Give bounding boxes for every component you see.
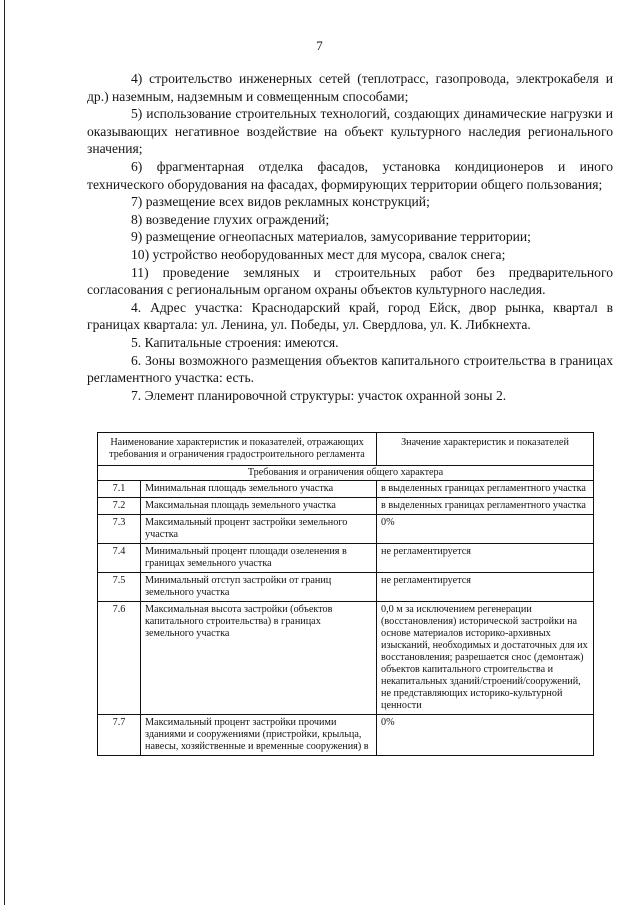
row-value: 0,0 м за исключением регенерации (восстановления) исторической застройки на основе материалов историко-архивных изысканий, необходимых и достаточных для их восстановления; разрешается снос (демонтаж) объектов капитального строительства и некапитальных зданий/строений/сооружений, не представляющих историко-культурной ценности — [377, 602, 594, 715]
row-number: 7.1 — [98, 481, 141, 498]
page-number: 7 — [316, 38, 323, 53]
row-value: 0% — [377, 515, 594, 544]
table-row — [98, 498, 594, 515]
header-values: Значение характеристик и показателей — [377, 433, 594, 466]
paragraph-address: 4. Адрес участка: Краснодарский край, город Ейск, двор рынка, квартал в границах квартала: ул. Ленина, ул. Победы, ул. Свердлова, ул. К. Либкнехта. — [87, 299, 613, 333]
row-name: Максимальный процент застройки прочими зданиями и сооружениями (пристройки, крыльца, навесы, хозяйственные и временные сооружения) в — [141, 715, 377, 756]
row-number: 7.2 — [98, 498, 141, 515]
row-value: в выделенных границах регламентного участка — [377, 481, 594, 498]
paragraph-item-10: 10) устройство необорудованных мест для мусора, свалок снега; — [131, 246, 506, 262]
table-header-row — [98, 433, 594, 466]
row-value: в выделенных границах регламентного участка — [377, 498, 594, 515]
paragraph-capital-buildings: 5. Капитальные строения: имеются. — [131, 334, 339, 350]
row-number: 7.7 — [98, 715, 141, 756]
table-row — [98, 573, 594, 602]
paragraph-item-4: 4) строительство инженерных сетей (теплотрасс, газопровода, электрокабеля и др.) наземным, надземным и совмещенным способами; — [87, 71, 613, 104]
table-section-row — [98, 466, 594, 481]
row-value: 0% — [377, 715, 594, 756]
row-number: 7.5 — [98, 573, 141, 602]
row-name: Максимальный процент застройки земельного участка — [141, 515, 377, 544]
paragraph-item-11: 11) проведение земляных и строительных работ без предварительного согласования с региональным органом охраны объектов культурного наследия. — [87, 264, 613, 298]
paragraph-zones: 6. Зоны возможного размещения объектов капитального строительства в границах регламентного участка: есть. — [87, 352, 613, 386]
row-value: не регламентируется — [377, 573, 594, 602]
table-row — [98, 515, 594, 544]
page-left-edge — [4, 0, 5, 905]
paragraph-item-6: 6) фрагментарная отделка фасадов, установка кондиционеров и иного технического оборудования на фасадах, формирующих территории общего пользования; — [87, 158, 613, 192]
paragraph-item-8: 8) возведение глухих ограждений; — [131, 211, 330, 227]
section-title: Требования и ограничения общего характера — [98, 466, 594, 481]
document-body — [87, 70, 613, 404]
paragraph-item-9: 9) размещение огнеопасных материалов, замусоривание территории; — [131, 229, 531, 245]
regulation-table — [97, 432, 594, 756]
row-name: Минимальный процент площади озеленения в границах земельного участка — [141, 544, 377, 573]
paragraph-item-5: 5) использование строительных технологий, создающих динамические нагрузки и оказывающих негативное воздействие на объект культурного наследия регионального значения; — [87, 106, 613, 157]
row-number: 7.4 — [98, 544, 141, 573]
row-value: не регламентируется — [377, 544, 594, 573]
paragraph-item-7: 7) размещение всех видов рекламных конструкций; — [131, 194, 430, 210]
row-name: Минимальная площадь земельного участка — [141, 481, 377, 498]
row-name: Минимальный отступ застройки от границ земельного участка — [141, 573, 377, 602]
row-name: Максимальная площадь земельного участка — [141, 498, 377, 515]
row-name: Максимальная высота застройки (объектов капитального строительства) в границах земельного участка — [141, 602, 377, 715]
table-row — [98, 715, 594, 756]
paragraph-planning-element: 7. Элемент планировочной структуры: участок охранной зоны 2. — [131, 387, 507, 403]
header-characteristics: Наименование характеристик и показателей, отражающих требования и ограничения градостроительного регламента — [98, 433, 377, 466]
table-row — [98, 602, 594, 715]
row-number: 7.6 — [98, 602, 141, 715]
table-row — [98, 544, 594, 573]
table-row — [98, 481, 594, 498]
row-number: 7.3 — [98, 515, 141, 544]
